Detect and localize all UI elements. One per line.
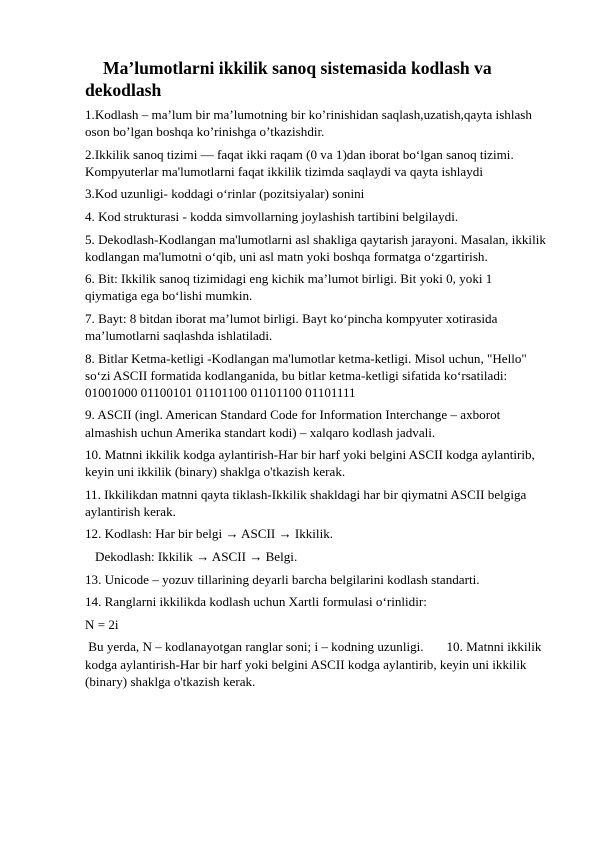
paragraph-12-decoding: Dekodlash: Ikkilik → ASCII → Belgi.: [95, 549, 298, 565]
paragraph-2: 2.Ikkilik sanoq tizimi — faqat ikki raqam (0 va 1)dan iborat boʻlgan sanoq tizimi. Kompyuterlar ma'lumotlarni faqat ikkilik tizimda saqlaydi va qayta ishlaydi: [85, 146, 514, 179]
paragraph-14: 14. Ranglarni ikkilikda kodlash uchun Xartli formulasi oʻrinlidir:: [85, 594, 427, 610]
document-title: Ma’lumotlarni ikkilik sanoq sistemasida kodlash va dekodlash: [85, 58, 492, 100]
paragraph-10: 10. Matnni ikkilik kodga aylantirish-Har bir harf yoki belgini ASCII kodga aylantirib, keyin uni ikkilik (binary) shaklga o'tkazish kerak.: [85, 447, 535, 480]
paragraph-1: 1.Kodlash – ma’lum bir ma’lumotning bir ko’rinishidan saqlash,uzatish,qayta ishlash oson bo’lgan boshqa ko’rinishga o’tkazishdir.: [85, 107, 532, 140]
paragraph-5: 5. Dekodlash-Kodlangan ma'lumotlarni asl shakliga qaytarish jarayoni. Masalan, ikkilik kodlangan ma'lumotni oʻqib, uni asl matn yoki boshqa formatga oʻzgartirish.: [85, 231, 546, 264]
paragraph-6: 6. Bit: Ikkilik sanoq tizimidagi eng kichik ma’lumot birligi. Bit yoki 0, yoki 1 qiymatiga ega boʻlishi mumkin.: [85, 271, 493, 304]
paragraph-13: 13. Unicode – yozuv tillarining deyarli barcha belgilarini kodlash standarti.: [85, 571, 480, 587]
paragraph-9: 9. ASCII (ingl. American Standard Code for Information Interchange – axborot almashish uchun Amerika standart kodi) – xalqaro kodlash jadvali.: [85, 407, 501, 440]
paragraph-3: 3.Kod uzunligi- koddagi oʻrinlar (pozitsiyalar) sonini: [85, 186, 365, 202]
paragraph-7: 7. Bayt: 8 bitdan iborat ma’lumot birligi. Bayt koʻpincha kompyuter xotirasida ma’lumotlarni saqlashda ishlatiladi.: [85, 310, 498, 344]
paragraph-4: 4. Kod strukturasi - kodda simvollarning joylashish tartibini belgilaydi.: [85, 208, 459, 224]
paragraph-8: 8. Bitlar Ketma-ketligi -Kodlangan ma'lumotlar ketma-ketligi. Misol uchun, "Hello" soʻzi ASCII formatida kodlanganida, bu bitlar ketma-ketligi sifatida koʻrsatiladi: 01001000 01100101 01101100 01101100 01101111: [85, 350, 527, 400]
paragraph-11: 11. Ikkilikdan matnni qayta tiklash-Ikkilik shakldagi har bir qiymatni ASCII belgiga aylantirish kerak.: [85, 486, 527, 519]
paragraph-12: 12. Kodlash: Har bir belgi → ASCII → Ikkilik.: [85, 526, 334, 542]
paragraph-explanation: Bu yerda, N – kodlanayotgan ranglar soni; i – kodning uzunligi. 10. Matnni ikkilik kodga aylantirish-Har bir harf yoki belgini ASCII kodga aylantirib, keyin uni ikkilik (binary) shaklga o'tkazish kerak.: [85, 639, 545, 689]
formula-line: N = 2i: [85, 616, 119, 632]
